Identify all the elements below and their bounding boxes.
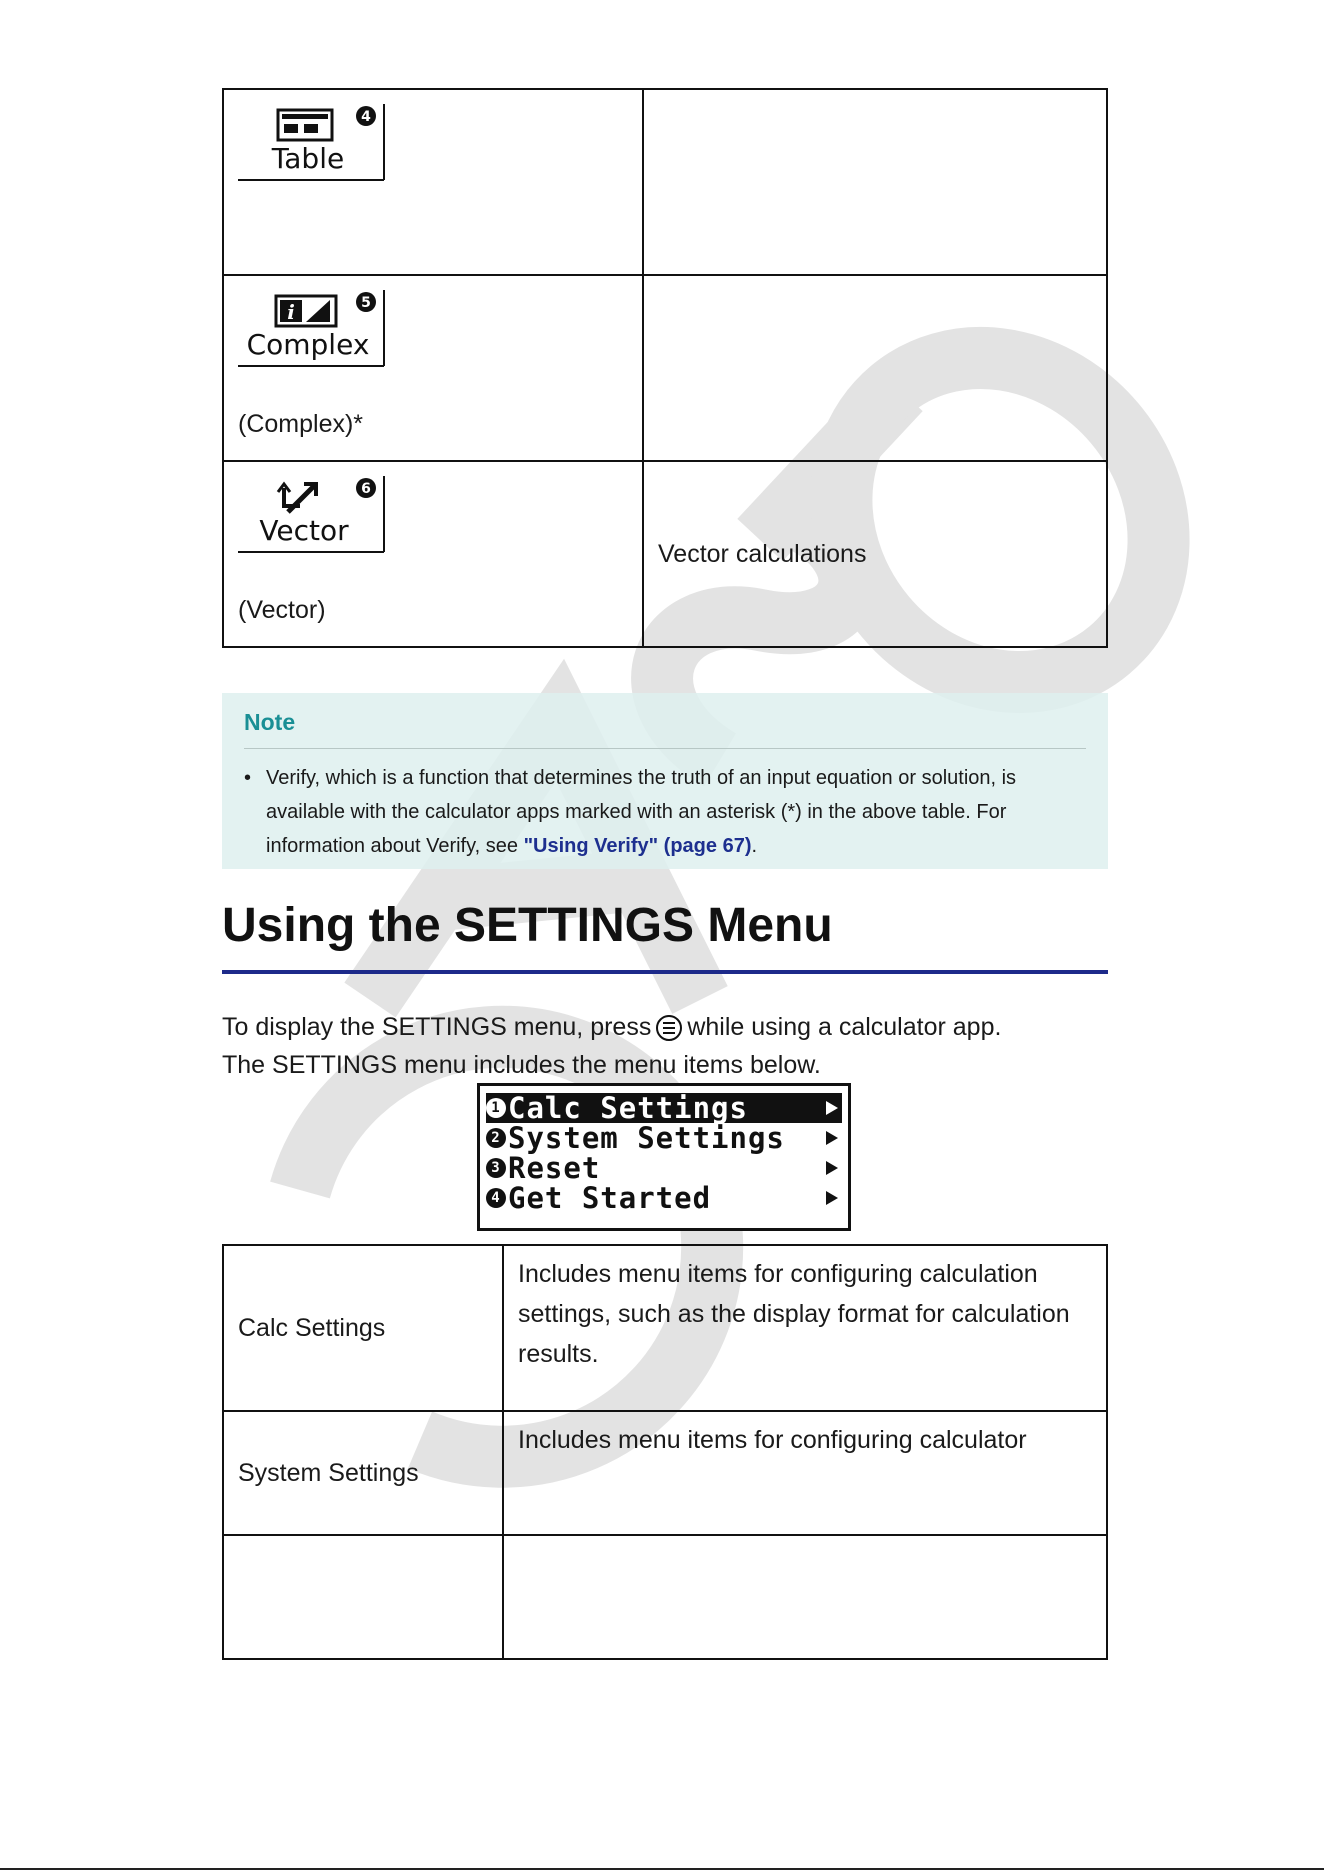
right-arrow-icon bbox=[826, 1191, 838, 1205]
menu-key-icon bbox=[655, 1014, 683, 1042]
section-heading: Using the SETTINGS Menu bbox=[222, 899, 833, 952]
app-caption: (Complex)* bbox=[238, 410, 364, 438]
settings-menu-screen bbox=[477, 1083, 851, 1231]
svg-text:6: 6 bbox=[361, 481, 371, 497]
settings-items-table bbox=[222, 1244, 1108, 1660]
note-text: Verify, which is a function that determines the truth of an input equation or solution, is available with the calculator apps marked with an asterisk (*) in the above table. For information about Verify, see "Using Verify" (page 67). bbox=[266, 767, 1017, 857]
app-description-cell bbox=[643, 275, 1107, 461]
table-row bbox=[223, 275, 1107, 461]
table-row bbox=[223, 461, 1107, 647]
svg-text:i: i bbox=[287, 300, 295, 324]
setting-description bbox=[503, 1535, 1107, 1659]
note-box bbox=[222, 693, 1108, 869]
note-title: Note bbox=[244, 701, 1086, 749]
app-description-cell bbox=[643, 89, 1107, 275]
svg-text:Vector: Vector bbox=[259, 514, 349, 547]
menu-item-system-settings[interactable]: 2 System Settings bbox=[486, 1123, 842, 1153]
app-description-cell bbox=[643, 461, 1107, 647]
number-3-icon: 3 bbox=[486, 1158, 506, 1178]
app-icon-cell bbox=[223, 89, 643, 275]
setting-name bbox=[223, 1535, 503, 1659]
heading-underline bbox=[222, 970, 1108, 974]
svg-text:4: 4 bbox=[361, 109, 371, 125]
app-description: Vector calculations bbox=[658, 539, 867, 568]
bullet-icon: • bbox=[244, 767, 252, 789]
app-caption: (Vector) bbox=[238, 596, 326, 624]
note-body bbox=[244, 761, 1086, 863]
number-4-icon: 4 bbox=[486, 1188, 506, 1208]
svg-text:Complex: Complex bbox=[246, 328, 370, 361]
right-arrow-icon bbox=[826, 1161, 838, 1175]
table-app-icon bbox=[238, 102, 386, 182]
intro-paragraph: To display the SETTINGS menu, press while using a calculator app. The SETTINGS menu includes the menu items below. bbox=[222, 1013, 1002, 1079]
complex-app-icon bbox=[238, 288, 386, 368]
right-arrow-icon bbox=[826, 1131, 838, 1145]
svg-text:5: 5 bbox=[361, 295, 371, 311]
svg-text:Table: Table bbox=[271, 142, 345, 175]
menu-item-calc-settings[interactable]: 1 Calc Settings bbox=[486, 1093, 842, 1123]
setting-name: Calc Settings bbox=[223, 1245, 503, 1411]
menu-item-get-started[interactable]: 4 Get Started bbox=[486, 1183, 842, 1213]
table-row bbox=[223, 89, 1107, 275]
table-row bbox=[223, 1245, 1107, 1411]
page-bottom-rule bbox=[0, 1868, 1324, 1870]
right-arrow-icon bbox=[826, 1101, 838, 1115]
calculator-apps-table bbox=[222, 88, 1108, 648]
setting-description: Includes menu items for configuring calculator bbox=[503, 1411, 1107, 1535]
vector-app-icon bbox=[238, 474, 386, 554]
setting-name: System Settings bbox=[223, 1411, 503, 1535]
number-2-icon: 2 bbox=[486, 1128, 506, 1148]
app-icon-cell bbox=[223, 275, 643, 461]
table-row bbox=[223, 1535, 1107, 1659]
using-verify-link[interactable]: "Using Verify" (page 67) bbox=[523, 835, 752, 857]
menu-item-reset[interactable]: 3 Reset bbox=[486, 1153, 842, 1183]
number-1-icon: 1 bbox=[486, 1098, 506, 1118]
table-row bbox=[223, 1411, 1107, 1535]
app-icon-cell bbox=[223, 461, 643, 647]
setting-description: Includes menu items for configuring calculation settings, such as the display format for calculation results. bbox=[503, 1245, 1107, 1411]
